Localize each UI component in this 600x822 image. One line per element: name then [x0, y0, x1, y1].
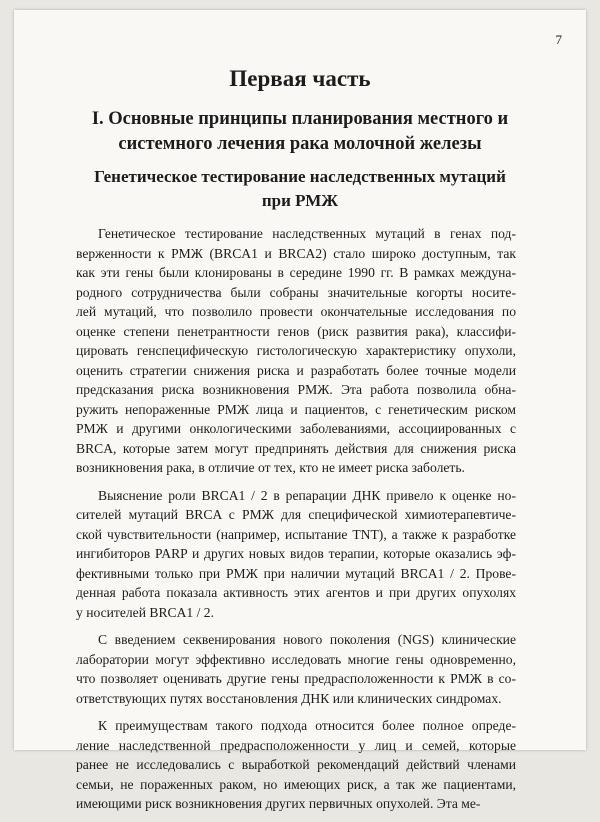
subsection-title-line: при РМЖ [261, 191, 339, 210]
part-title: Первая часть [229, 66, 371, 91]
text-line: сителей мутаций BRCA с РМЖ для специфической химиотерапевтиче- [76, 507, 516, 522]
text-line: К преимуществам такого подхода относится более полное опреде- [98, 718, 516, 733]
text-line: РМЖ и другими онкологическими заболеваниями, ассоциированных с [76, 421, 516, 436]
text-line: Генетическое тестирование наследственных мутаций в генах под- [98, 226, 516, 241]
text-line: семьи, не пораженных раком, но имеющих риск, а так же пациентами, [76, 776, 516, 792]
text-line: ингибиторов PARP и других новых видов терапии, которые оказались эф- [76, 546, 516, 561]
text-line: оценить стратегии снижения риска и разработать более точные модели [76, 362, 516, 378]
paragraph [76, 630, 516, 708]
subsection-title [14, 165, 586, 213]
text-line: что позволяет оценивать другие гены предрасположенности к РМЖ в со- [76, 671, 516, 686]
text-line: ответствующих путях восстановления ДНК или клинических синдромах. [76, 690, 502, 706]
book-page [14, 10, 586, 811]
text-line: С введением секвенирования нового поколения (NGS) клинические [98, 632, 516, 647]
text-line: оценке степени пенетрантности генов (риск развития рака), классифи- [76, 323, 516, 339]
paragraph [76, 224, 516, 478]
text-line: фективными только при РМЖ при наличии мутаций BRCA1 / 2. Прове- [76, 565, 516, 581]
text-line: ской чувствительности (например, испытание TNT), а также к разработке [76, 526, 516, 542]
text-line: BRCA, которые затем могут предпринять действия для снижения риска [76, 440, 516, 456]
text-line: ружить непораженные РМЖ лица и пациентов, с генетическим риском [76, 401, 516, 417]
text-line: возникновения рака, в отличие от тех, кто не имеет риска заболеть. [76, 460, 465, 475]
section-title-line: I. Основные принципы планирования местного и [91, 109, 509, 129]
text-line: Выяснение роли BRCA1 / 2 в репарации ДНК привело к оценке но- [98, 487, 516, 503]
body-text [76, 224, 516, 822]
text-line: ранее не исследовались с выработкой рекомендаций действий членами [76, 757, 516, 772]
text-line: ление наследственной предрасположенности у лиц и семей, которые [76, 737, 516, 753]
page-number: 7 [555, 32, 562, 47]
paragraph [76, 486, 516, 623]
text-line: лаборатории могут эффективно исследовать многие гены одновременно, [76, 651, 516, 667]
text-line: цировать генспецифическую гистологическую характеристику опухоли, [76, 343, 516, 358]
text-line: денная работа показала активность этих агентов и при других опухолях [76, 585, 516, 600]
text-line: у носителей BRCA1 / 2. [76, 604, 214, 620]
paragraph [76, 716, 516, 814]
text-line: родного сотрудничества были собраны значительные когорты носите- [76, 284, 516, 300]
text-line: предсказания риска возникновения РМЖ. Эта работа позволила обна- [76, 382, 516, 397]
text-line: имеющими риск возникновения других первичных опухолей. Эта ме- [76, 796, 481, 811]
text-line: как эти гены были клонированы в середине 1990 гг. В рамках междуна- [76, 265, 516, 280]
section-title-line: системного лечения рака молочной железы [118, 134, 482, 154]
text-line: верженности к РМЖ (BRCA1 и BRCA2) стало широко доступным, так [76, 245, 516, 261]
subsection-title-line: Генетическое тестирование наследственных мутаций [94, 167, 506, 186]
section-title [14, 107, 586, 157]
text-line: лей мутаций, что позволило провести окончательные исследования по [76, 304, 516, 319]
